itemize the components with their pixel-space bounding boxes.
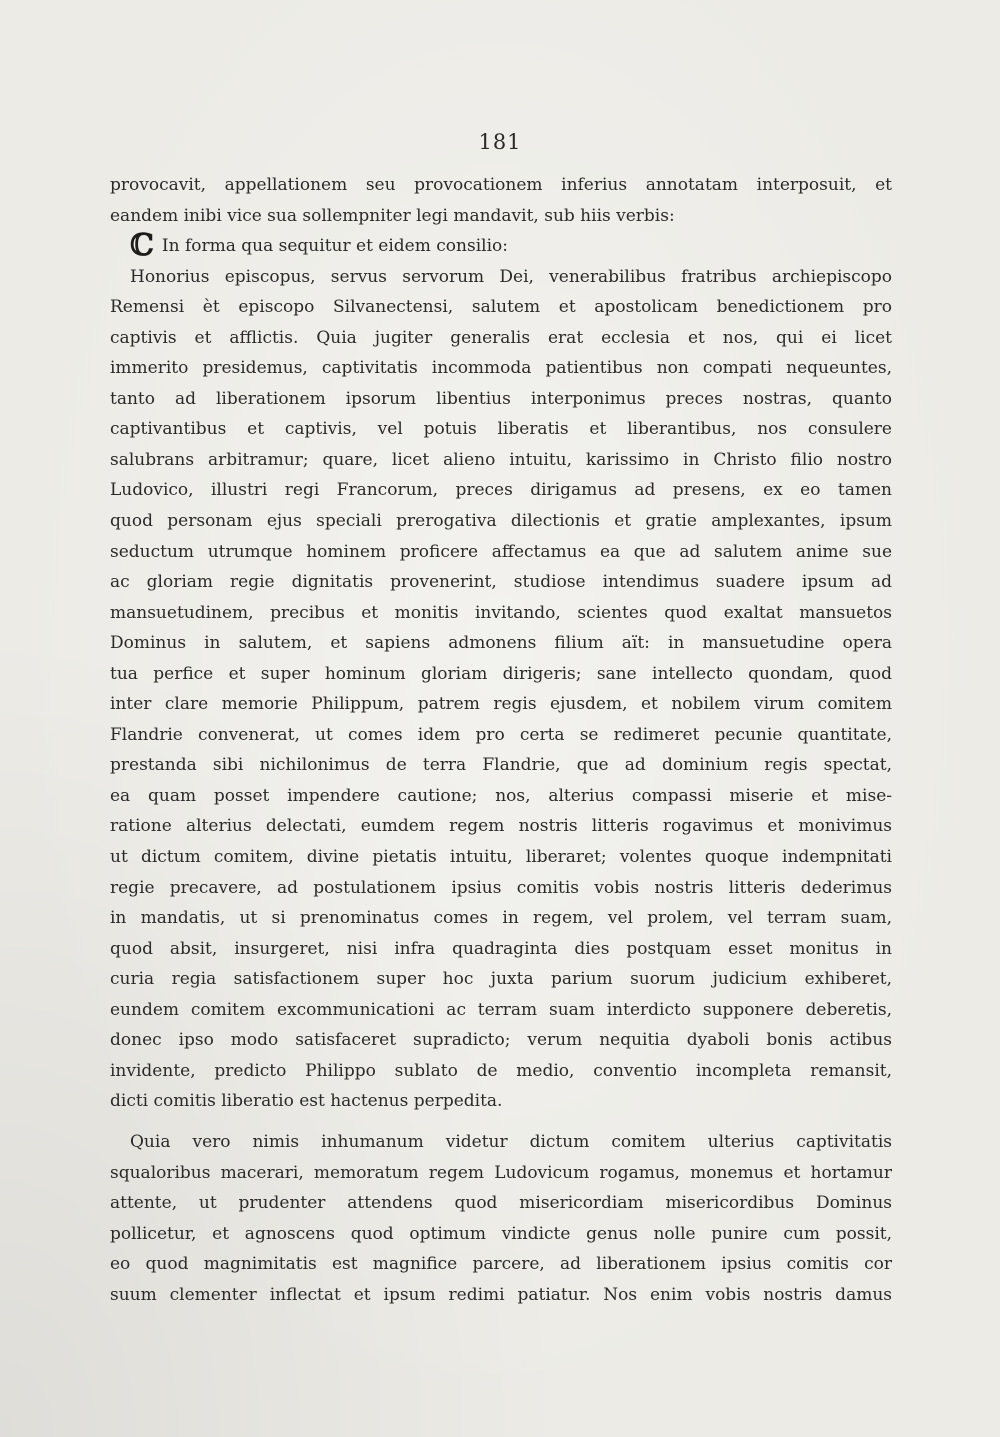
text-line-with-paragraph-mark	[110, 231, 892, 262]
text-line: invidente, predicto Philippo sublato de medio, conventio incompleta remansit,	[110, 1060, 892, 1081]
text-line: attente, ut prudenter attendens quod misericordiam misericordibus Dominus	[110, 1193, 892, 1214]
text-line: donec ipso modo satisfaceret supradicto; verum nequitia dyaboli bonis actibus	[110, 1030, 892, 1051]
text-line: Dominus in salutem, et sapiens admonens filium aït: in mansuetudine opera	[110, 633, 892, 654]
text-line: provocavit, appellationem seu provocationem inferius annotatam interposuit, et	[110, 175, 892, 195]
text-line: eandem inibi vice sua sollempniter legi mandavit, sub hiis verbis:	[110, 205, 675, 226]
text-line: ut dictum comitem, divine pietatis intuitu, liberaret; volentes quoque indempnitati	[110, 847, 892, 868]
text-line: curia regia satisfactionem super hoc juxta parium suorum judicium exhiberet,	[110, 969, 892, 990]
text-line: Honorius episcopus, servus servorum Dei, venerabilibus fratribus archiepiscopo	[130, 266, 892, 287]
text-line: quod personam ejus speciali prerogativa dilectionis et gratie amplexantes, ipsum	[110, 511, 892, 532]
paragraph-mark-icon: ℂ	[130, 231, 154, 262]
text-line: ratione alterius delectati, eumdem regem nostris litteris rogavimus et monivimus	[110, 816, 892, 837]
text-line: seductum utrumque hominem proficere affectamus ea que ad salutem anime sue	[110, 541, 892, 562]
text-line: quod absit, insurgeret, nisi infra quadraginta dies postquam esset monitus in	[110, 938, 892, 959]
text-line: captivis et afflictis. Quia jugiter generalis erat ecclesia et nos, qui ei licet	[110, 327, 892, 348]
page-number: 181	[478, 130, 522, 154]
text-line: tanto ad liberationem ipsorum libentius interponimus preces nostras, quanto	[110, 388, 892, 409]
text-line-content: In forma qua sequitur et eidem consilio:	[161, 236, 508, 257]
text-line: eundem comitem excommunicationi ac terram suam interdicto supponere deberetis,	[110, 999, 892, 1020]
text-line: suum clementer inflectat et ipsum redimi patiatur. Nos enim vobis nostris damus	[110, 1284, 892, 1305]
text-line: immerito presidemus, captivitatis incommoda patientibus non compati nequeuntes,	[110, 358, 892, 379]
text-line: Remensi èt episcopo Silvanectensi, salutem et apostolicam benedictionem pro	[110, 297, 892, 318]
text-line: captivantibus et captivis, vel potuis liberatis et liberantibus, nos consulere	[110, 419, 892, 440]
text-line: inter clare memorie Philippum, patrem regis ejusdem, et nobilem virum comitem	[110, 694, 892, 715]
text-line: Ludovico, illustri regi Francorum, preces dirigamus ad presens, ex eo tamen	[110, 480, 892, 501]
text-line: prestanda sibi nichilonimus de terra Flandrie, que ad dominium regis spectat,	[110, 755, 892, 776]
text-line: tua perfice et super hominum gloriam dirigeris; sane intellecto quondam, quod	[110, 663, 892, 684]
text-line: regie precavere, ad postulationem ipsius comitis vobis nostris litteris dederimus	[110, 877, 892, 898]
text-line: ac gloriam regie dignitatis provenerint, studiose intendimus suadere ipsum ad	[110, 572, 892, 593]
text-line: Quia vero nimis inhumanum videtur dictum comitem ulterius captivitatis	[130, 1131, 892, 1152]
text-line: eo quod magnimitatis est magnifice parcere, ad liberationem ipsius comitis cor	[110, 1254, 892, 1275]
text-line: mansuetudinem, precibus et monitis invitando, scientes quod exaltat mansuetos	[110, 602, 892, 623]
body-text	[110, 170, 892, 1310]
text-line: salubrans arbitramur; quare, licet alieno intuitu, karissimo in Christo filio nostro	[110, 449, 892, 470]
text-line: ea quam posset impendere cautione; nos, alterius compassi miserie et mise-	[110, 785, 892, 806]
text-line: squaloribus macerari, memoratum regem Ludovicum rogamus, monemus et hortamur	[110, 1162, 892, 1183]
text-line: dicti comitis liberatio est hactenus perpedita.	[110, 1091, 503, 1112]
text-line: Flandrie convenerat, ut comes idem pro certa se redimeret pecunie quantitate,	[110, 724, 892, 745]
text-line: in mandatis, ut si prenominatus comes in regem, vel prolem, vel terram suam,	[110, 908, 892, 929]
text-line: pollicetur, et agnoscens quod optimum vindicte genus nolle punire cum possit,	[110, 1223, 892, 1244]
